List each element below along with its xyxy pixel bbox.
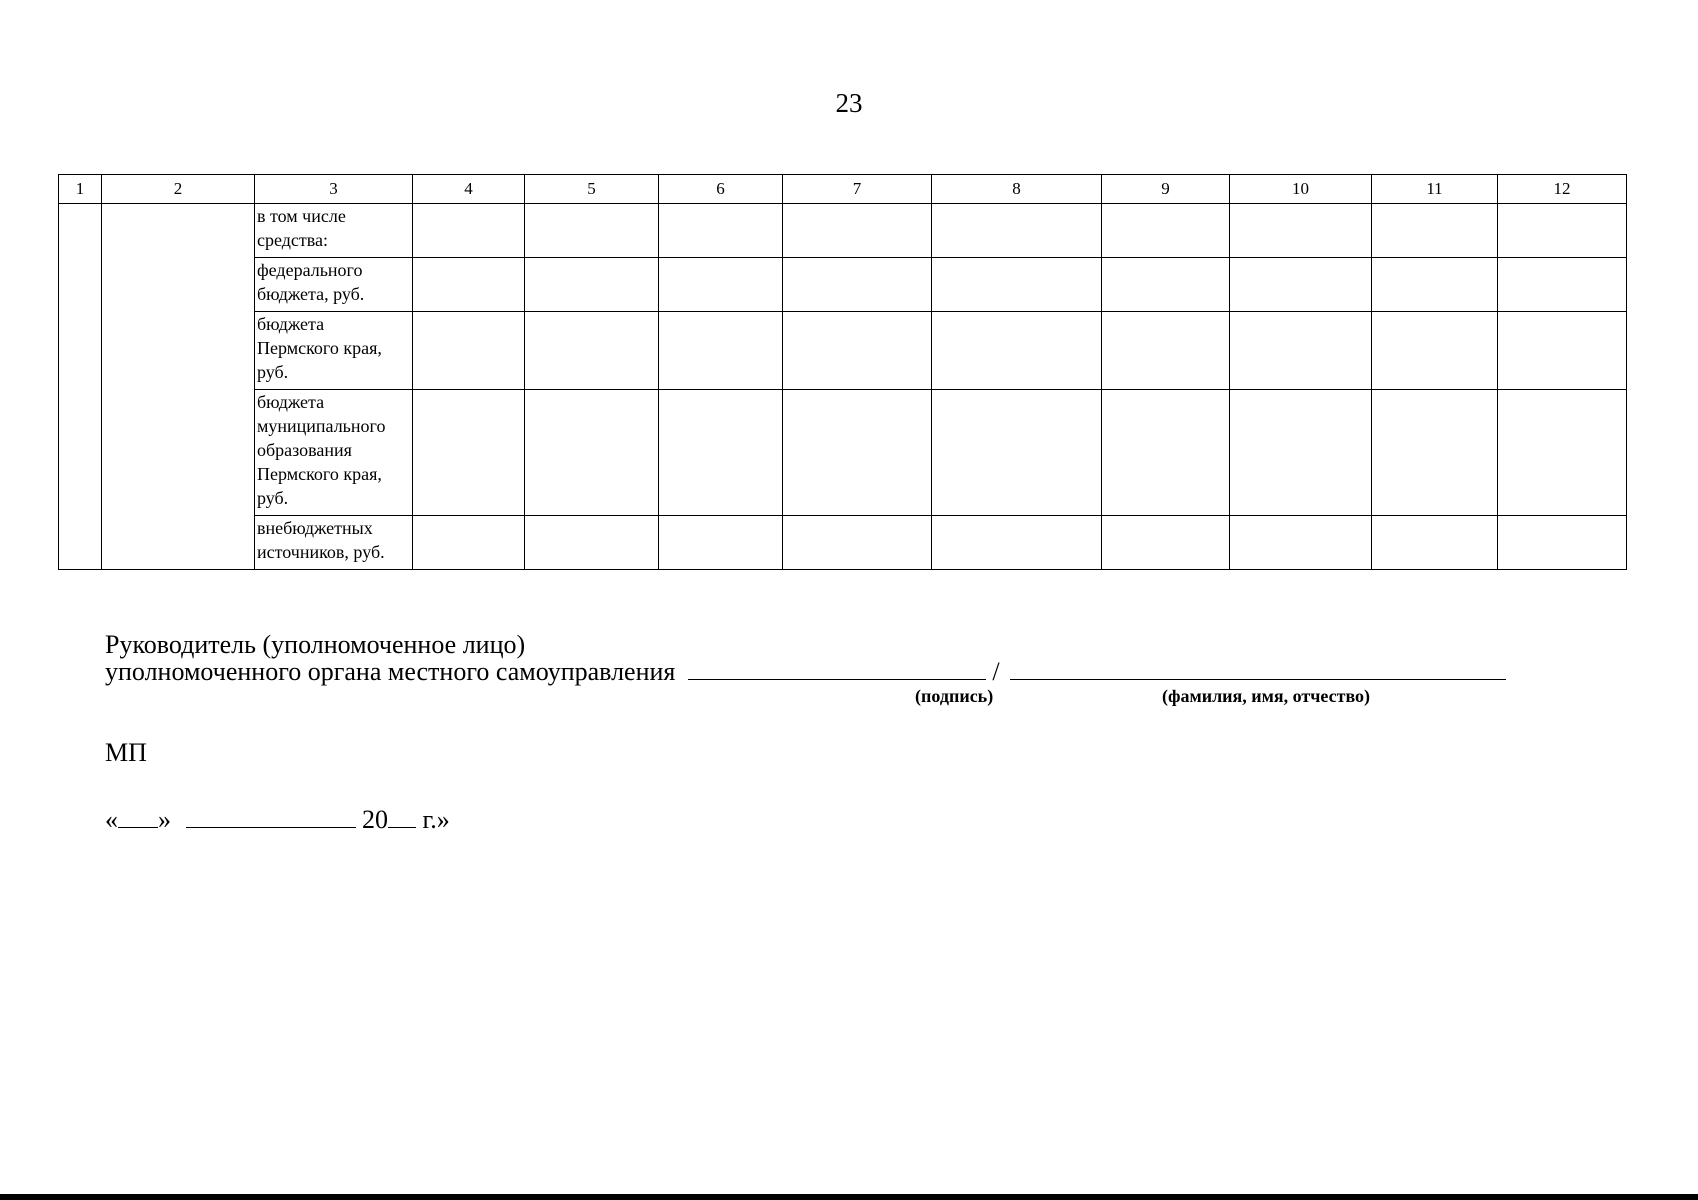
row-label: бюджета муниципального образования Пермского края, руб. [255,390,413,516]
table-cell [1102,390,1230,516]
table-cell [932,516,1102,570]
signature-block [105,632,1506,684]
table-cell [413,390,525,516]
table-cell [413,312,525,390]
table-cell [1230,258,1372,312]
table-cell [525,204,659,258]
signature-separator: / [992,657,1000,686]
table-cell [1372,312,1498,390]
table-row [59,204,1627,258]
table-cell [932,390,1102,516]
table-cell [525,312,659,390]
table-cell [1102,516,1230,570]
table-cell [783,258,932,312]
table-cell [1372,204,1498,258]
signature-line-2 [105,657,1506,684]
month-blank [186,807,356,828]
table-cell [783,390,932,516]
row-label: внебюджетных источников, руб. [255,516,413,570]
year-prefix: 20 [362,805,388,834]
column-header: 9 [1102,175,1230,204]
signature-blank [688,657,986,680]
year-blank [388,807,416,828]
date-line [105,805,450,835]
table-cell [102,204,255,570]
date-suffix: г.» [422,805,450,834]
stamp-placeholder: МП [105,738,147,767]
table-cell [1230,390,1372,516]
table-row [59,390,1627,516]
table-cell [413,258,525,312]
table-cell [783,204,932,258]
table-cell [1102,204,1230,258]
table-cell [1230,516,1372,570]
table-header-row [59,175,1627,204]
table-cell [413,204,525,258]
table-cell [59,204,102,570]
table-row [59,312,1627,390]
date-close-quote: » [158,805,171,834]
name-caption: (фамилия, имя, отчество) [1162,686,1371,706]
column-header: 7 [783,175,932,204]
column-header: 11 [1372,175,1498,204]
table-cell [659,258,783,312]
table-row [59,258,1627,312]
signature-line-1: Руководитель (уполномоченное лицо) [105,630,526,659]
table-cell [932,204,1102,258]
table-cell [1498,258,1627,312]
column-header: 4 [413,175,525,204]
row-label: в том числе средства: [255,204,413,258]
table-cell [783,312,932,390]
signature-authority-label: уполномоченного органа местного самоуправления [105,657,676,686]
table-cell [659,204,783,258]
table-cell [413,516,525,570]
row-label: федерального бюджета, руб. [255,258,413,312]
page-number: 23 [835,88,863,118]
table-cell [1498,390,1627,516]
column-header: 1 [59,175,102,204]
date-open-quote: « [105,805,118,834]
table-cell [932,312,1102,390]
column-header: 6 [659,175,783,204]
table-cell [1372,258,1498,312]
signature-caption: (подпись) [915,686,994,706]
table-cell [1498,516,1627,570]
row-label: бюджета Пермского края, руб. [255,312,413,390]
table-cell [525,516,659,570]
column-header: 2 [102,175,255,204]
table-cell [1230,204,1372,258]
table-cell [659,390,783,516]
column-header: 12 [1498,175,1627,204]
table-cell [1102,258,1230,312]
table-cell [1498,204,1627,258]
column-header: 10 [1230,175,1372,204]
table-cell [525,390,659,516]
table-row [59,516,1627,570]
table-cell [525,258,659,312]
table-cell [1372,390,1498,516]
day-blank [118,807,158,828]
column-header: 3 [255,175,413,204]
table-cell [932,258,1102,312]
table-cell [1498,312,1627,390]
scan-edge [0,1194,1698,1200]
table-cell [1102,312,1230,390]
table-cell [659,516,783,570]
budget-table [58,174,1627,570]
table-cell [783,516,932,570]
column-header: 8 [932,175,1102,204]
column-header: 5 [525,175,659,204]
name-blank [1010,657,1506,680]
table-cell [659,312,783,390]
table-cell [1230,312,1372,390]
table-cell [1372,516,1498,570]
